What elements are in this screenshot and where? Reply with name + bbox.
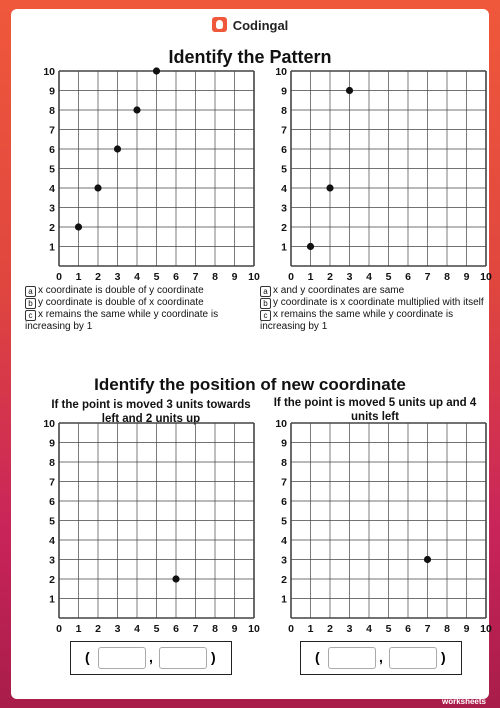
data-point — [346, 87, 353, 94]
data-point — [326, 184, 333, 191]
option-key-box: a — [260, 286, 271, 297]
brand-name: Codingal — [232, 18, 289, 33]
watermark: TOP worksheets — [441, 689, 486, 706]
y-tick-label: 6 — [281, 496, 287, 508]
y-tick-label: 3 — [281, 554, 287, 567]
x-tick-label: 3 — [114, 271, 121, 283]
x-tick-label: 9 — [231, 271, 238, 283]
x-tick-label: 8 — [212, 271, 218, 283]
section-title-pattern: Identify the Pattern — [168, 47, 332, 67]
y-tick-label: 3 — [281, 202, 287, 215]
answer-box-right — [300, 641, 462, 675]
y-tick-label: 8 — [281, 457, 287, 469]
option-text: y coordinate is double of x coordinate — [38, 297, 204, 308]
y-tick-label: 10 — [43, 418, 55, 430]
option-text: x remains the same while y coordinate is increasing by 1 — [260, 309, 454, 332]
y-tick-label: 9 — [49, 85, 55, 98]
data-point — [75, 223, 82, 230]
y-tick-label: 1 — [281, 241, 287, 254]
y-tick-label: 7 — [49, 124, 55, 137]
pattern-grid-left — [43, 66, 260, 285]
x-answer-input-right[interactable] — [328, 647, 376, 669]
y-tick-label: 4 — [49, 535, 55, 547]
x-tick-label: 1 — [75, 271, 82, 283]
option-key-box: c — [260, 310, 271, 321]
y-tick-label: 10 — [275, 66, 287, 78]
x-tick-label: 0 — [288, 623, 294, 635]
options-right — [260, 285, 492, 333]
y-tick-label: 5 — [281, 163, 287, 176]
y-tick-label: 7 — [281, 476, 287, 489]
x-tick-label: 4 — [366, 271, 372, 283]
y-tick-label: 5 — [281, 515, 287, 528]
question-right: If the point is moved 5 units up and 4 units left — [273, 397, 477, 423]
open-paren: ( — [85, 649, 90, 665]
comma: , — [149, 649, 153, 665]
brand-header — [11, 17, 489, 33]
x-tick-label: 8 — [212, 623, 218, 635]
option-text: x remains the same while y coordinate is increasing by 1 — [25, 309, 219, 332]
close-paren: ) — [441, 649, 446, 665]
x-tick-label: 7 — [424, 623, 431, 635]
option-b[interactable] — [25, 297, 250, 309]
answer-box-left — [70, 641, 232, 675]
x-tick-label: 8 — [444, 271, 450, 283]
x-tick-label: 4 — [366, 623, 372, 635]
x-tick-label: 6 — [405, 271, 411, 283]
section-title-position: Identify the position of new coordinate — [94, 375, 406, 394]
y-tick-label: 1 — [49, 593, 55, 606]
y-answer-input-right[interactable] — [389, 647, 437, 669]
position-grid-left — [43, 418, 260, 637]
option-c[interactable] — [260, 309, 492, 333]
x-tick-label: 9 — [463, 623, 470, 635]
y-tick-label: 6 — [49, 496, 55, 508]
y-tick-label: 2 — [49, 222, 55, 234]
y-tick-label: 8 — [49, 457, 55, 469]
y-tick-label: 4 — [281, 183, 287, 195]
x-tick-label: 5 — [385, 623, 392, 635]
x-tick-label: 7 — [192, 271, 199, 283]
y-tick-label: 6 — [49, 144, 55, 156]
x-tick-label: 1 — [75, 623, 82, 635]
y-tick-label: 7 — [281, 124, 287, 137]
y-tick-label: 10 — [43, 66, 55, 78]
option-text: y coordinate is x coordinate multiplied with itself — [273, 297, 484, 308]
x-tick-label: 6 — [173, 623, 179, 635]
close-paren: ) — [211, 649, 216, 665]
option-text: x coordinate is double of y coordinate — [38, 285, 204, 296]
x-tick-label: 10 — [248, 623, 260, 635]
x-tick-label: 3 — [346, 623, 353, 635]
y-tick-label: 1 — [49, 241, 55, 254]
y-tick-label: 9 — [281, 85, 287, 98]
x-tick-label: 0 — [288, 271, 294, 283]
x-tick-label: 5 — [385, 271, 392, 283]
option-key-box: b — [25, 298, 36, 309]
y-tick-label: 3 — [49, 202, 55, 215]
y-tick-label: 2 — [281, 574, 287, 586]
position-grid-right — [275, 418, 492, 637]
data-point — [94, 184, 101, 191]
x-tick-label: 0 — [56, 623, 62, 635]
y-tick-label: 4 — [281, 535, 287, 547]
option-b[interactable] — [260, 297, 492, 309]
x-tick-label: 3 — [346, 271, 353, 283]
option-key-box: c — [25, 310, 36, 321]
y-tick-label: 2 — [49, 574, 55, 586]
comma: , — [379, 649, 383, 665]
option-key-box: a — [25, 286, 36, 297]
x-tick-label: 9 — [231, 623, 238, 635]
y-tick-label: 8 — [281, 105, 287, 117]
option-key-box: b — [260, 298, 271, 309]
y-tick-label: 4 — [49, 183, 55, 195]
question-left: If the point is moved 3 units towards left and 2 units up — [51, 399, 251, 425]
options-left — [25, 285, 250, 333]
y-tick-label: 9 — [49, 437, 55, 450]
x-tick-label: 9 — [463, 271, 470, 283]
x-tick-label: 5 — [153, 271, 160, 283]
option-a[interactable] — [260, 285, 492, 297]
data-point — [307, 243, 314, 250]
y-tick-label: 5 — [49, 515, 55, 528]
y-tick-label: 3 — [49, 554, 55, 567]
y-tick-label: 8 — [49, 105, 55, 117]
worksheet — [11, 9, 492, 699]
x-tick-label: 2 — [327, 623, 333, 635]
y-tick-label: 2 — [281, 222, 287, 234]
y-tick-label: 9 — [281, 437, 287, 450]
y-tick-label: 10 — [275, 418, 287, 430]
x-tick-label: 1 — [307, 271, 314, 283]
x-tick-label: 6 — [173, 271, 179, 283]
pattern-grid-right — [275, 66, 492, 285]
data-point — [114, 145, 121, 152]
x-tick-label: 7 — [192, 623, 199, 635]
option-a[interactable] — [25, 285, 250, 297]
x-tick-label: 7 — [424, 271, 431, 283]
x-tick-label: 3 — [114, 623, 121, 635]
y-tick-label: 6 — [281, 144, 287, 156]
y-tick-label: 1 — [281, 593, 287, 606]
penguin-logo-icon — [212, 17, 227, 32]
x-tick-label: 1 — [307, 623, 314, 635]
x-tick-label: 10 — [480, 271, 492, 283]
x-tick-label: 4 — [134, 623, 140, 635]
x-tick-label: 10 — [248, 271, 260, 283]
open-paren: ( — [315, 649, 320, 665]
data-point — [133, 106, 140, 113]
x-tick-label: 0 — [56, 271, 62, 283]
x-tick-label: 4 — [134, 271, 140, 283]
y-answer-input-left[interactable] — [159, 647, 207, 669]
data-point — [424, 556, 431, 563]
x-tick-label: 2 — [327, 271, 333, 283]
x-tick-label: 6 — [405, 623, 411, 635]
data-point — [172, 575, 179, 582]
x-answer-input-left[interactable] — [98, 647, 146, 669]
y-tick-label: 7 — [49, 476, 55, 489]
data-point — [153, 67, 160, 74]
x-tick-label: 8 — [444, 623, 450, 635]
x-tick-label: 2 — [95, 271, 101, 283]
y-tick-label: 5 — [49, 163, 55, 176]
x-tick-label: 10 — [480, 623, 492, 635]
x-tick-label: 2 — [95, 623, 101, 635]
option-text: x and y coordinates are same — [273, 285, 405, 296]
x-tick-label: 5 — [153, 623, 160, 635]
option-c[interactable] — [25, 309, 250, 333]
